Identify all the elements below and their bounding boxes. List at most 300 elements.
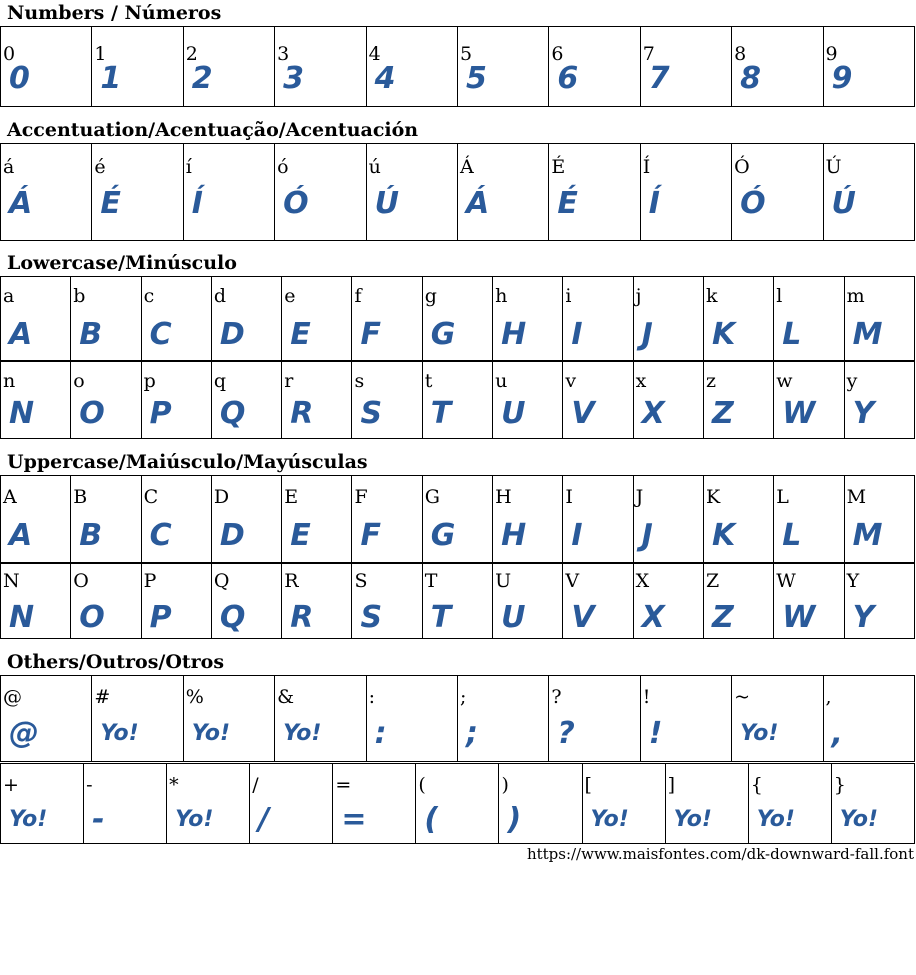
glyph-sample: V bbox=[571, 600, 595, 635]
glyph-sample: Í bbox=[191, 186, 203, 221]
glyph-label: j bbox=[635, 285, 642, 307]
glyph-sample: P bbox=[149, 600, 172, 635]
glyph-label: @ bbox=[3, 686, 22, 708]
glyph-cell bbox=[352, 564, 422, 639]
glyph-sample: Í bbox=[648, 186, 660, 221]
glyph-label: r bbox=[284, 370, 294, 392]
glyph-sample: ! bbox=[648, 716, 663, 751]
glyph-label: K bbox=[705, 486, 721, 508]
glyph-cell bbox=[1, 277, 71, 361]
glyph-label: g bbox=[424, 285, 437, 307]
glyph-label: é bbox=[94, 156, 106, 178]
section-title-accents: Accentuation/Acentuação/Acentuación bbox=[7, 119, 419, 141]
glyph-cell bbox=[493, 277, 563, 361]
glyph-label: , bbox=[825, 686, 832, 708]
glyph-label: - bbox=[86, 774, 93, 796]
glyph-label: P bbox=[143, 570, 157, 592]
glyph-cell bbox=[493, 476, 563, 563]
glyph-label: J bbox=[635, 486, 644, 508]
glyph-cell bbox=[183, 676, 274, 762]
glyph-cell bbox=[422, 564, 492, 639]
glyph-sample: 3 bbox=[283, 61, 305, 96]
glyph-cell bbox=[71, 362, 141, 439]
glyph-sample: B bbox=[79, 317, 103, 352]
glyph-label: t bbox=[424, 370, 433, 392]
glyph-label: X bbox=[635, 570, 650, 592]
glyph-label: l bbox=[776, 285, 783, 307]
glyph-sample: K bbox=[711, 317, 736, 352]
glyph-label: 4 bbox=[368, 43, 381, 65]
section-title-others: Others/Outros/Otros bbox=[7, 651, 225, 673]
glyph-cell bbox=[282, 362, 352, 439]
others-grid-row1 bbox=[0, 675, 915, 762]
glyph-cell bbox=[352, 277, 422, 361]
glyph-sample: / bbox=[258, 802, 270, 837]
glyph-sample: K bbox=[711, 518, 736, 553]
glyph-label: 8 bbox=[734, 43, 747, 65]
glyph-cell bbox=[275, 144, 366, 241]
glyph-label: á bbox=[3, 156, 15, 178]
glyph-label: D bbox=[213, 486, 230, 508]
glyph-cell bbox=[422, 277, 492, 361]
glyph-sample: C bbox=[149, 518, 172, 553]
glyph-cell bbox=[493, 362, 563, 439]
glyph-sample: Yo! bbox=[839, 807, 879, 832]
glyph-label: o bbox=[73, 370, 85, 392]
glyph-sample: J bbox=[641, 317, 653, 352]
glyph-cell bbox=[141, 277, 211, 361]
glyph-sample: Ó bbox=[283, 186, 309, 221]
glyph-sample: O bbox=[79, 600, 105, 635]
glyph-cell bbox=[422, 362, 492, 439]
glyph-cell bbox=[211, 476, 281, 563]
glyph-label: 3 bbox=[277, 43, 290, 65]
glyph-cell bbox=[823, 676, 914, 762]
glyph-cell bbox=[563, 476, 633, 563]
glyph-label: b bbox=[73, 285, 86, 307]
glyph-label: Í bbox=[642, 156, 651, 178]
lowercase-grid-row1 bbox=[0, 276, 915, 361]
accents-grid bbox=[0, 143, 915, 241]
glyph-sample: D bbox=[219, 317, 245, 352]
glyph-label: c bbox=[143, 285, 155, 307]
glyph-cell bbox=[499, 764, 582, 844]
glyph-cell bbox=[1, 27, 92, 107]
glyph-label: ~ bbox=[734, 686, 751, 708]
glyph-sample: , bbox=[831, 716, 843, 751]
glyph-sample: J bbox=[641, 518, 653, 553]
glyph-label: a bbox=[3, 285, 15, 307]
glyph-cell bbox=[275, 27, 366, 107]
glyph-cell bbox=[582, 764, 665, 844]
glyph-label: I bbox=[565, 486, 573, 508]
glyph-cell bbox=[774, 476, 844, 563]
glyph-sample: Q bbox=[219, 600, 246, 635]
glyph-row bbox=[1, 764, 915, 844]
glyph-cell bbox=[92, 144, 183, 241]
glyph-label: G bbox=[424, 486, 440, 508]
glyph-cell bbox=[774, 362, 844, 439]
glyph-row bbox=[1, 362, 915, 439]
glyph-label: M bbox=[846, 486, 867, 508]
glyph-sample: Z bbox=[711, 600, 734, 635]
glyph-label: y bbox=[846, 370, 858, 392]
glyph-label: R bbox=[284, 570, 299, 592]
section-title-numbers: Numbers / Números bbox=[7, 2, 222, 24]
glyph-row bbox=[1, 277, 915, 361]
section-title-lowercase: Lowercase/Minúsculo bbox=[7, 252, 237, 274]
glyph-cell bbox=[275, 676, 366, 762]
glyph-label: Ú bbox=[825, 156, 842, 178]
glyph-cell bbox=[422, 476, 492, 563]
glyph-cell bbox=[1, 362, 71, 439]
glyph-label: * bbox=[169, 774, 179, 796]
glyph-sample: Á bbox=[9, 186, 33, 221]
glyph-cell bbox=[1, 764, 84, 844]
glyph-sample: N bbox=[9, 396, 35, 431]
glyph-label: 2 bbox=[185, 43, 198, 65]
glyph-label: z bbox=[705, 370, 716, 392]
glyph-sample: = bbox=[341, 802, 367, 837]
glyph-sample: E bbox=[290, 518, 311, 553]
glyph-cell bbox=[703, 362, 773, 439]
glyph-label: / bbox=[252, 774, 259, 796]
glyph-cell bbox=[1, 476, 71, 563]
glyph-sample: X bbox=[641, 600, 665, 635]
glyph-sample: 9 bbox=[831, 61, 853, 96]
glyph-cell bbox=[183, 27, 274, 107]
glyph-label: Z bbox=[705, 570, 720, 592]
glyph-label: Y bbox=[846, 570, 860, 592]
glyph-label: V bbox=[565, 570, 580, 592]
glyph-cell bbox=[563, 564, 633, 639]
glyph-cell bbox=[563, 277, 633, 361]
glyph-label: e bbox=[284, 285, 296, 307]
glyph-cell bbox=[141, 564, 211, 639]
glyph-sample: S bbox=[360, 600, 383, 635]
glyph-sample: W bbox=[782, 600, 816, 635]
glyph-cell bbox=[457, 676, 548, 762]
glyph-cell bbox=[774, 564, 844, 639]
glyph-sample: Y bbox=[852, 600, 875, 635]
glyph-sample: Á bbox=[465, 186, 490, 221]
glyph-cell bbox=[282, 564, 352, 639]
glyph-sample: U bbox=[501, 600, 526, 635]
glyph-row bbox=[1, 676, 915, 762]
glyph-label: H bbox=[495, 486, 512, 508]
glyph-row bbox=[1, 144, 915, 241]
glyph-cell bbox=[633, 277, 703, 361]
glyph-sample: R bbox=[290, 396, 314, 431]
glyph-sample: S bbox=[360, 396, 383, 431]
glyph-sample: M bbox=[852, 518, 883, 553]
glyph-sample: ? bbox=[557, 716, 575, 751]
glyph-sample: A bbox=[9, 518, 33, 553]
glyph-sample: Yo! bbox=[590, 807, 629, 832]
glyph-cell bbox=[211, 277, 281, 361]
glyph-sample: Yo! bbox=[283, 721, 322, 746]
glyph-sample: N bbox=[9, 600, 35, 635]
glyph-sample: Y bbox=[852, 396, 875, 431]
glyph-cell bbox=[823, 144, 914, 241]
glyph-sample: P bbox=[149, 396, 172, 431]
glyph-sample: ( bbox=[424, 802, 439, 837]
glyph-label: f bbox=[354, 285, 362, 307]
glyph-label: 5 bbox=[459, 43, 473, 65]
glyph-label: = bbox=[335, 774, 352, 796]
glyph-label: p bbox=[143, 370, 156, 392]
glyph-sample: H bbox=[501, 518, 527, 553]
glyph-cell bbox=[640, 676, 731, 762]
glyph-cell bbox=[71, 277, 141, 361]
glyph-cell bbox=[92, 27, 183, 107]
glyph-label: ; bbox=[459, 686, 467, 708]
uppercase-grid-row2 bbox=[0, 563, 915, 639]
glyph-row bbox=[1, 476, 915, 563]
glyph-label: } bbox=[833, 774, 846, 796]
glyph-sample: C bbox=[149, 317, 172, 352]
glyph-sample: ) bbox=[507, 802, 522, 837]
glyph-cell bbox=[366, 144, 457, 241]
glyph-label: U bbox=[495, 570, 512, 592]
glyph-sample: Yo! bbox=[100, 721, 139, 746]
glyph-cell bbox=[844, 476, 914, 563]
glyph-sample: E bbox=[290, 317, 311, 352]
glyph-sample: A bbox=[9, 317, 33, 352]
glyph-label: s bbox=[354, 370, 365, 392]
glyph-label: ] bbox=[667, 774, 676, 796]
glyph-sample: - bbox=[92, 802, 105, 837]
glyph-sample: 2 bbox=[191, 61, 213, 96]
glyph-label: ( bbox=[418, 774, 426, 796]
glyph-sample: G bbox=[430, 518, 456, 553]
glyph-cell bbox=[250, 764, 333, 844]
glyph-sample: X bbox=[641, 396, 665, 431]
glyph-sample: 8 bbox=[740, 61, 761, 96]
glyph-label: 9 bbox=[825, 43, 838, 65]
glyph-sample: R bbox=[290, 600, 314, 635]
glyph-label: v bbox=[565, 370, 577, 392]
glyph-sample: W bbox=[782, 396, 816, 431]
glyph-cell bbox=[732, 144, 823, 241]
glyph-sample: @ bbox=[9, 716, 39, 751]
glyph-sample: : bbox=[374, 716, 387, 751]
section-title-uppercase: Uppercase/Maiúsculo/Mayúsculas bbox=[7, 451, 368, 473]
glyph-sample: Q bbox=[219, 396, 246, 431]
glyph-cell bbox=[366, 676, 457, 762]
glyph-label: É bbox=[551, 156, 566, 178]
glyph-cell bbox=[549, 144, 640, 241]
glyph-cell bbox=[282, 476, 352, 563]
glyph-label: F bbox=[354, 486, 368, 508]
glyph-sample: 4 bbox=[374, 61, 396, 96]
glyph-label: C bbox=[143, 486, 159, 508]
glyph-cell bbox=[493, 564, 563, 639]
glyph-cell bbox=[633, 476, 703, 563]
glyph-sample: É bbox=[557, 186, 578, 221]
uppercase-grid-row1 bbox=[0, 475, 915, 563]
glyph-cell bbox=[703, 564, 773, 639]
glyph-label: N bbox=[3, 570, 20, 592]
glyph-sample: I bbox=[571, 518, 583, 553]
glyph-cell bbox=[71, 476, 141, 563]
glyph-label: O bbox=[73, 570, 89, 592]
others-grid-row2 bbox=[0, 763, 915, 844]
glyph-label: h bbox=[495, 285, 508, 307]
glyph-cell bbox=[1, 676, 92, 762]
source-url[interactable]: https://www.maisfontes.com/dk-downward-fall.font bbox=[526, 845, 914, 863]
glyph-sample: 5 bbox=[465, 61, 487, 96]
glyph-sample: Ú bbox=[831, 186, 856, 221]
glyph-label: w bbox=[776, 370, 793, 392]
glyph-label: [ bbox=[584, 774, 592, 796]
glyph-sample: Ó bbox=[740, 186, 766, 221]
glyph-label: x bbox=[635, 370, 647, 392]
glyph-cell bbox=[732, 676, 823, 762]
glyph-label: Q bbox=[213, 570, 230, 592]
glyph-label: i bbox=[565, 285, 572, 307]
glyph-sample: H bbox=[501, 317, 527, 352]
glyph-label: u bbox=[495, 370, 508, 392]
glyph-cell bbox=[457, 144, 548, 241]
glyph-cell bbox=[823, 27, 914, 107]
glyph-cell bbox=[333, 764, 416, 844]
glyph-cell bbox=[748, 764, 831, 844]
glyph-sample: B bbox=[79, 518, 103, 553]
glyph-label: q bbox=[213, 370, 227, 392]
glyph-sample: T bbox=[430, 396, 452, 431]
glyph-sample: Ú bbox=[374, 186, 399, 221]
glyph-cell bbox=[352, 476, 422, 563]
glyph-sample: T bbox=[430, 600, 452, 635]
glyph-sample: Yo! bbox=[175, 807, 214, 832]
glyph-cell bbox=[211, 362, 281, 439]
glyph-cell bbox=[183, 144, 274, 241]
glyph-cell bbox=[282, 277, 352, 361]
glyph-label: & bbox=[277, 686, 295, 708]
glyph-label: d bbox=[213, 285, 227, 307]
glyph-label: ó bbox=[277, 156, 289, 178]
glyph-cell bbox=[563, 362, 633, 439]
glyph-sample: 7 bbox=[648, 61, 670, 96]
glyph-cell bbox=[774, 277, 844, 361]
glyph-cell bbox=[416, 764, 499, 844]
glyph-label: : bbox=[368, 686, 375, 708]
glyph-cell bbox=[352, 362, 422, 439]
glyph-cell bbox=[703, 277, 773, 361]
glyph-cell bbox=[549, 27, 640, 107]
glyph-row bbox=[1, 564, 915, 639]
glyph-cell bbox=[141, 476, 211, 563]
glyph-cell bbox=[457, 27, 548, 107]
glyph-label: ? bbox=[551, 686, 562, 708]
glyph-label: # bbox=[94, 686, 111, 708]
glyph-cell bbox=[211, 564, 281, 639]
glyph-label: k bbox=[705, 285, 718, 307]
glyph-sample: É bbox=[100, 186, 121, 221]
glyph-sample: 0 bbox=[9, 61, 30, 96]
glyph-sample: D bbox=[219, 518, 245, 553]
glyph-label: m bbox=[846, 285, 865, 307]
glyph-sample: L bbox=[782, 518, 802, 553]
glyph-cell bbox=[640, 144, 731, 241]
glyph-label: 6 bbox=[551, 43, 564, 65]
glyph-cell bbox=[844, 277, 914, 361]
glyph-sample: 1 bbox=[100, 61, 122, 96]
glyph-sample: Yo! bbox=[756, 807, 795, 832]
glyph-sample: 6 bbox=[557, 61, 579, 96]
glyph-sample: O bbox=[79, 396, 105, 431]
glyph-sample: U bbox=[501, 396, 526, 431]
glyph-label: 1 bbox=[94, 43, 107, 65]
glyph-cell bbox=[1, 564, 71, 639]
glyph-sample: Yo! bbox=[740, 721, 779, 746]
glyph-cell bbox=[665, 764, 748, 844]
glyph-sample: F bbox=[360, 317, 381, 352]
glyph-label: S bbox=[354, 570, 368, 592]
glyph-cell bbox=[703, 476, 773, 563]
glyph-label: A bbox=[3, 486, 17, 508]
glyph-label: L bbox=[776, 486, 789, 508]
glyph-cell bbox=[844, 362, 914, 439]
glyph-label: % bbox=[185, 686, 204, 708]
glyph-row bbox=[1, 27, 915, 107]
glyph-cell bbox=[831, 764, 914, 844]
glyph-cell bbox=[549, 676, 640, 762]
glyph-cell bbox=[92, 676, 183, 762]
glyph-cell bbox=[1, 144, 92, 241]
glyph-label: + bbox=[3, 774, 19, 796]
glyph-sample: L bbox=[782, 317, 802, 352]
glyph-cell bbox=[366, 27, 457, 107]
glyph-label: 7 bbox=[642, 43, 655, 65]
glyph-sample: I bbox=[571, 317, 583, 352]
glyph-label: E bbox=[284, 486, 299, 508]
lowercase-grid-row2 bbox=[0, 361, 915, 439]
glyph-cell bbox=[633, 564, 703, 639]
glyph-sample: Yo! bbox=[673, 807, 712, 832]
glyph-label: n bbox=[3, 370, 16, 392]
glyph-label: W bbox=[776, 570, 796, 592]
glyph-sample: M bbox=[852, 317, 883, 352]
glyph-cell bbox=[167, 764, 250, 844]
glyph-cell bbox=[141, 362, 211, 439]
glyph-cell bbox=[640, 27, 731, 107]
glyph-sample: ; bbox=[465, 716, 478, 751]
glyph-sample: Yo! bbox=[191, 721, 231, 746]
glyph-sample: F bbox=[360, 518, 381, 553]
glyph-sample: G bbox=[430, 317, 456, 352]
glyph-label: Ó bbox=[734, 156, 750, 178]
glyph-label: ! bbox=[642, 686, 651, 708]
glyph-label: { bbox=[750, 774, 763, 796]
glyph-label: B bbox=[73, 486, 88, 508]
glyph-label: Á bbox=[459, 156, 474, 178]
glyph-cell bbox=[71, 564, 141, 639]
glyph-cell bbox=[844, 564, 914, 639]
glyph-cell bbox=[633, 362, 703, 439]
glyph-cell bbox=[732, 27, 823, 107]
glyph-label: T bbox=[424, 570, 438, 592]
glyph-label: í bbox=[185, 156, 192, 178]
glyph-label: ú bbox=[368, 156, 381, 178]
glyph-label: 0 bbox=[3, 43, 16, 65]
glyph-sample: Z bbox=[711, 396, 734, 431]
glyph-label: ) bbox=[501, 774, 509, 796]
glyph-cell bbox=[84, 764, 167, 844]
glyph-sample: V bbox=[571, 396, 595, 431]
glyph-sample: Yo! bbox=[9, 807, 48, 832]
